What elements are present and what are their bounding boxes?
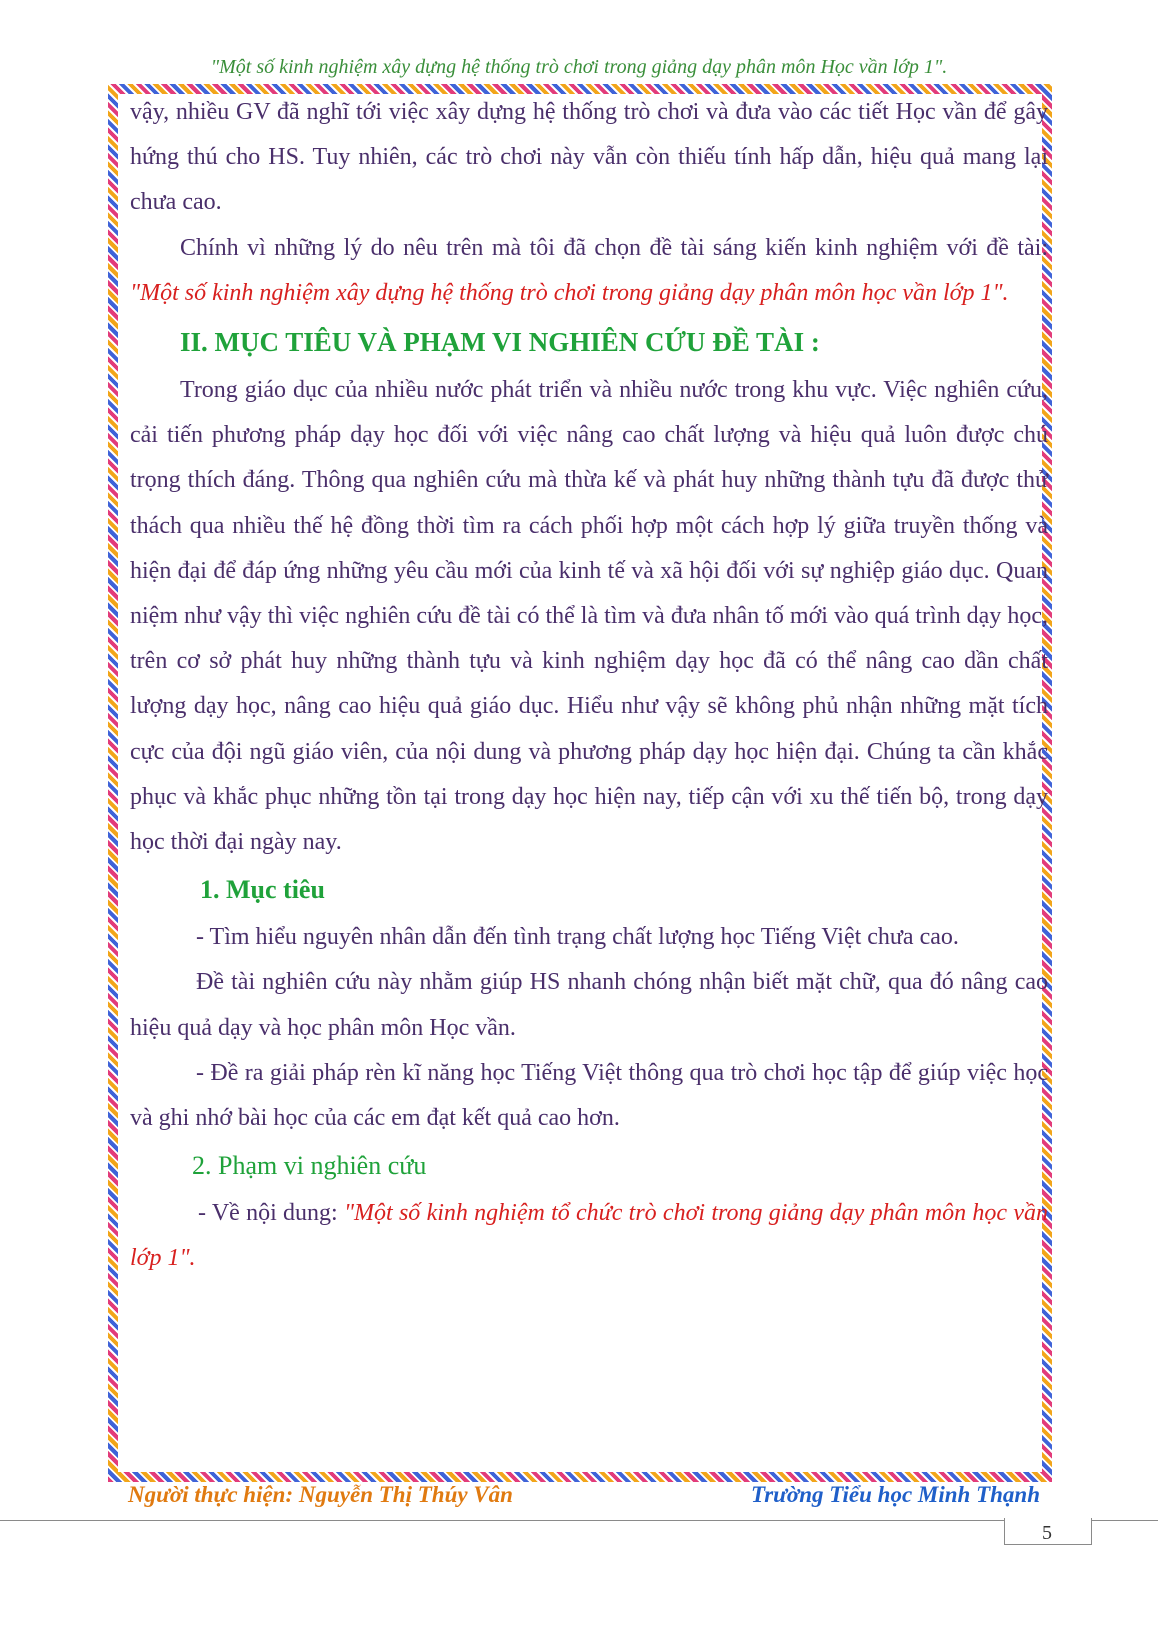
topic-choice-lead: Chính vì những lý do nêu trên mà tôi đã chọn đề tài sáng kiến kinh nghiệm với đề tài:	[180, 234, 1048, 261]
section-heading-objectives-scope: II. MỤC TIÊU VÀ PHẠM VI NGHIÊN CỨU ĐỀ TÀI :	[180, 327, 820, 358]
footer-author: Người thực hiện: Nguyễn Thị Thúy Vân	[128, 1482, 513, 1507]
paragraph-intro-continuation: vậy, nhiều GV đã nghĩ tới việc xây dựng hệ thống trò chơi và đưa vào các tiết Học vần để gây hứng thú cho HS. Tuy nhiên, các trò chơi này vẫn còn thiếu tính hấp dẫn, hiệu quả mang lại chưa cao.	[130, 99, 1048, 216]
footer-divider	[0, 1520, 1158, 1521]
page-number: 5	[1042, 1522, 1052, 1544]
scope-item-content	[130, 1191, 1048, 1281]
paragraph-research-context: Trong giáo dục của nhiều nước phát triển và nhiều nước trong khu vực. Việc nghiên cứu, cải tiến phương pháp dạy học đối với việc nâng cao chất lượng và hiệu quả luôn được chú trọng thích đáng. Thông qua nghiên cứu mà thừa kế và phát huy những thành tựu đã được thử thách qua nhiều thế hệ đồng thời tìm ra cách phối hợp một cách hợp lý giữa truyền thống và hiện đại để đáp ứng những yêu cầu mới của kinh tế và xã hội đối với sự nghiệp giáo dục. Quan niệm như vậy thì việc nghiên cứu đề tài có thể là tìm và đưa nhân tố mới vào quá trình dạy học, trên cơ sở phát huy những thành tựu và kinh nghiệm dạy học đã có thể nâng cao dần chất lượng dạy học, nâng cao hiệu quả giáo dục. Hiểu như vậy sẽ không phủ nhận những mặt tích cực của đội ngũ giáo viên, của nội dung và phương pháp dạy học hiện đại. Chúng ta cần khắc phục và khắc phục những tồn tại trong dạy học hiện nay, tiếp cận với xu thế tiến bộ, trong dạy học thời đại ngày nay.	[130, 377, 1048, 856]
footer-school: Trường Tiểu học Minh Thạnh	[751, 1482, 1040, 1507]
subheading-objectives: 1. Mục tiêu	[200, 875, 325, 905]
subheading-research-scope: 2. Phạm vi nghiên cứu	[192, 1151, 427, 1181]
objective-item-purpose: Đề tài nghiên cứu này nhằm giúp HS nhanh chóng nhận biết mặt chữ, qua đó nâng cao hiệu quả dạy và học phân môn Học vần.	[130, 969, 1048, 1041]
scope-content-lead: - Về nội dung:	[198, 1200, 344, 1227]
scope-content-title: "Một số kinh nghiệm tổ chức trò chơi trong giảng dạy phân môn học vần lớp 1".	[130, 1200, 1048, 1272]
running-header: "Một số kinh nghiệm xây dựng hệ thống trò chơi trong giảng dạy phân môn Học vần lớp 1".	[210, 56, 948, 78]
objective-item-solution: - Đề ra giải pháp rèn kĩ năng học Tiếng Việt thông qua trò chơi học tập để giúp việc học và ghi nhớ bài học của các em đạt kết quả cao hơn.	[130, 1059, 1048, 1132]
paragraph-topic-choice	[130, 226, 1048, 316]
topic-title-quote: "Một số kinh nghiệm xây dựng hệ thống trò chơi trong giảng dạy phân môn học vần lớp 1".	[130, 279, 1009, 306]
objective-item-causes: - Tìm hiểu nguyên nhân dẫn đến tình trạng chất lượng học Tiếng Việt chưa cao.	[196, 924, 959, 951]
page-content	[130, 90, 1048, 1282]
